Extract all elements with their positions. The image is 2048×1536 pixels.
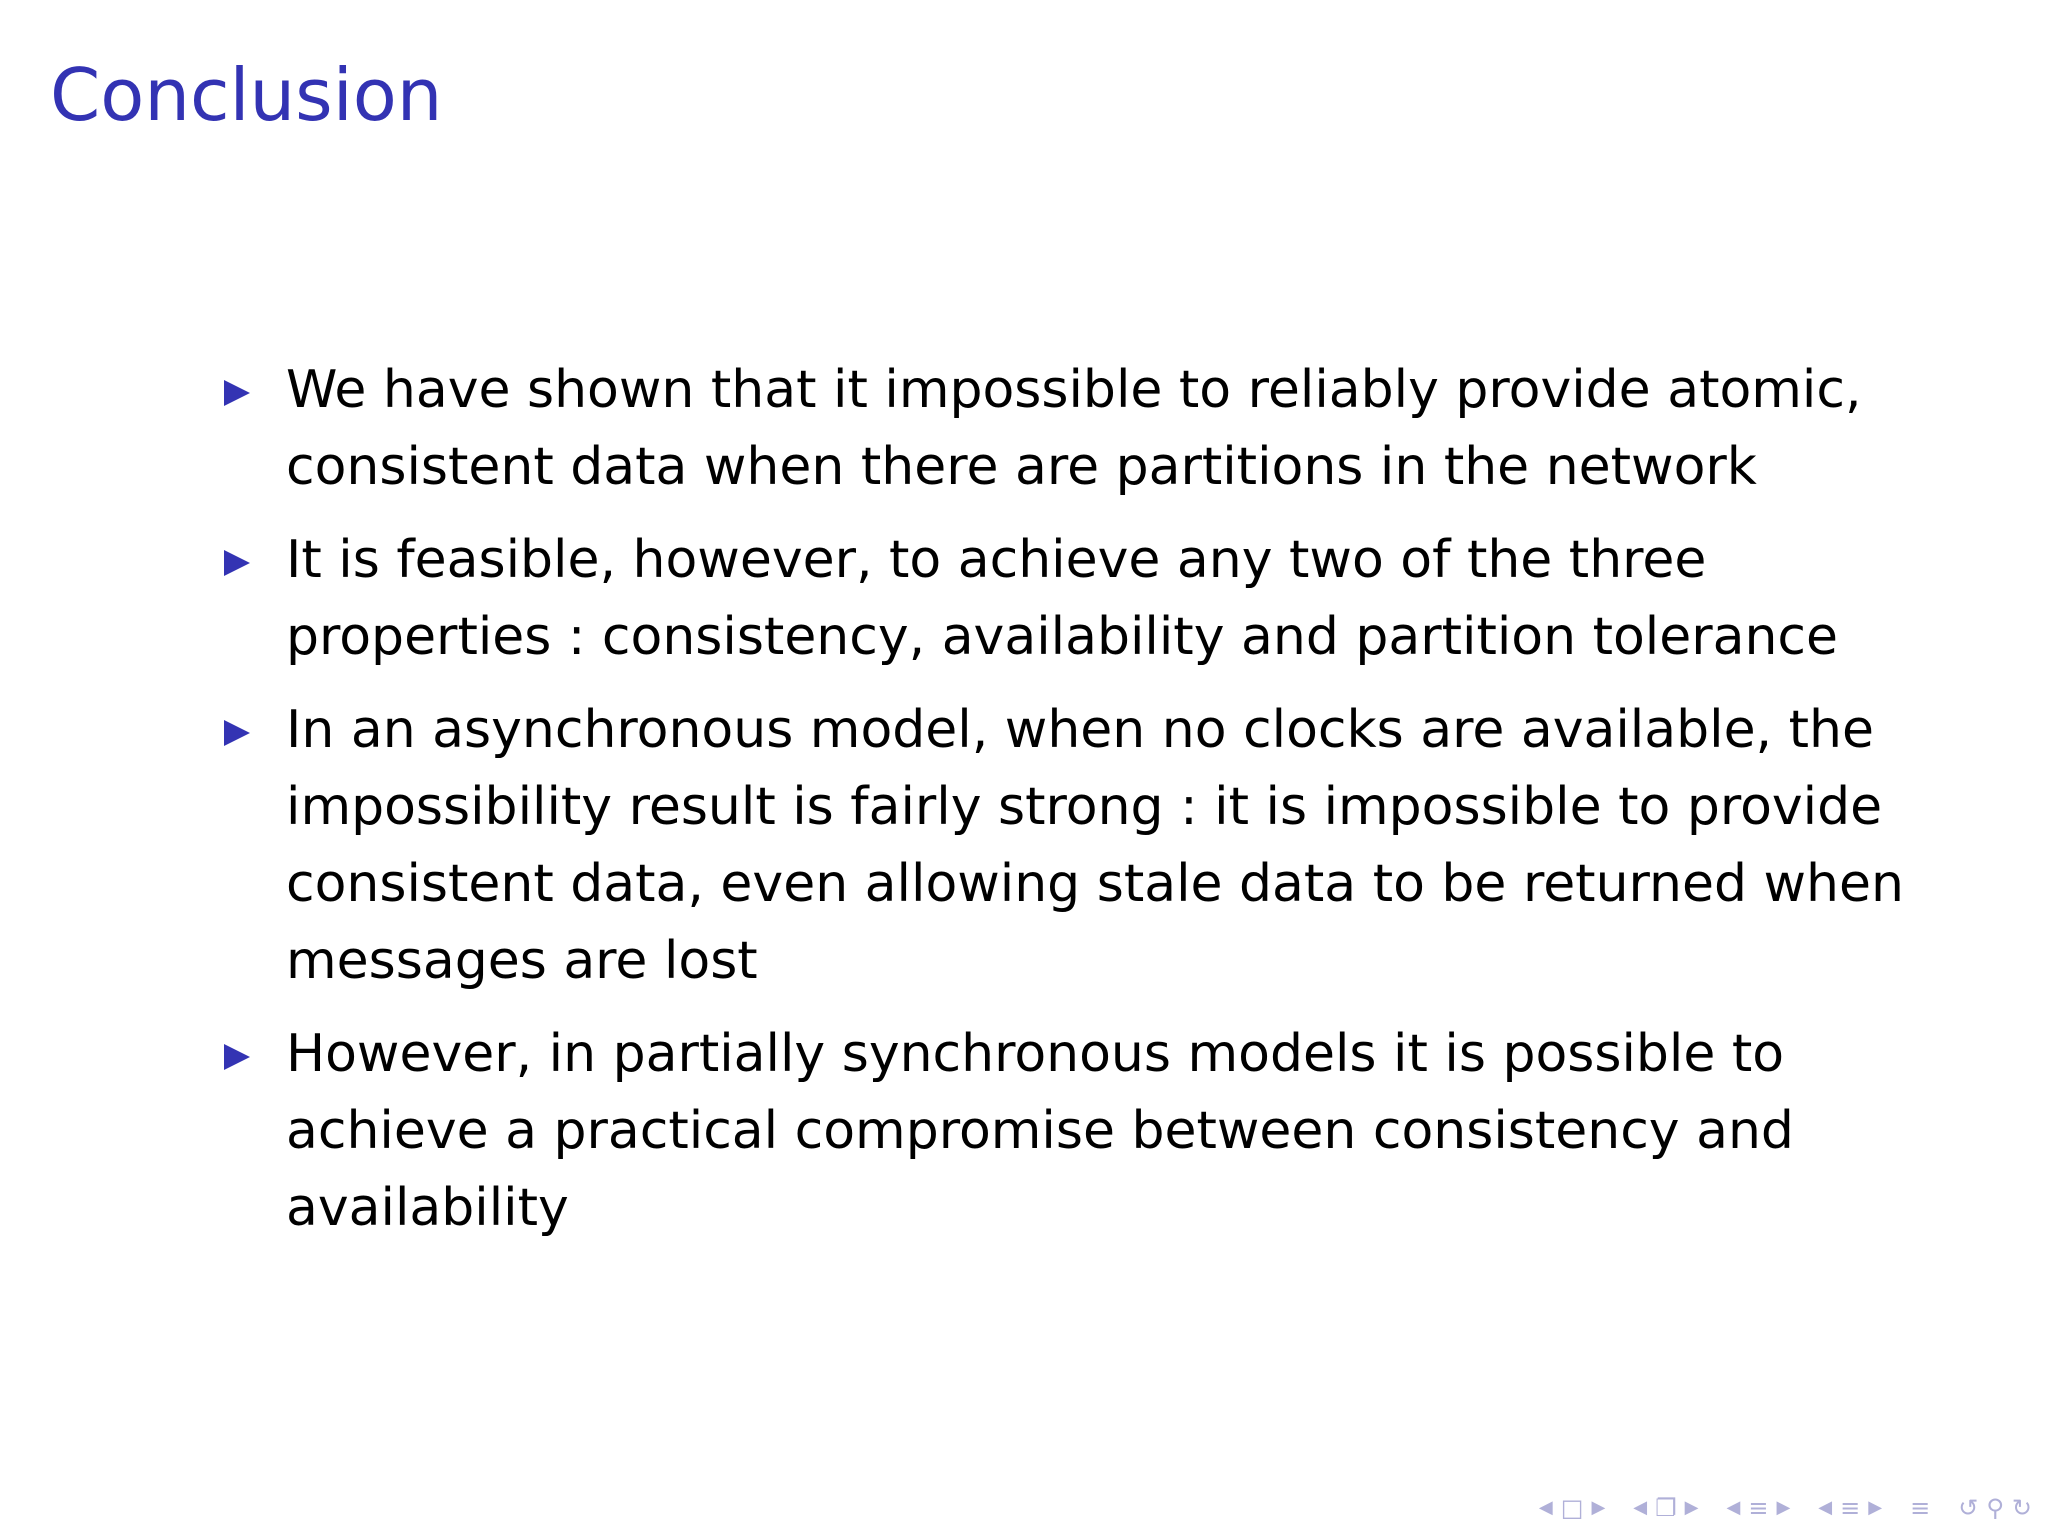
frame-icon[interactable]: □ bbox=[1560, 1494, 1584, 1522]
back-icon[interactable]: ↺ bbox=[1958, 1494, 1979, 1522]
frame-nav-group bbox=[1539, 1496, 1605, 1520]
triangle-bullet-icon bbox=[224, 720, 250, 746]
bullet-text: However, in partially synchronous models it is possible to achieve a practical compromise between consistency and availability bbox=[286, 1024, 1794, 1238]
section-icon[interactable]: ≡ bbox=[1840, 1494, 1861, 1522]
subsection-nav-group bbox=[1727, 1496, 1791, 1520]
bullet-text: In an asynchronous model, when no clocks are available, the impossibility result is fairly strong : it is impossible to provide consistent data, even allowing stale data to be returned when messages are lost bbox=[286, 700, 1904, 991]
nav-right-arrow-icon[interactable]: ▶ bbox=[1684, 1497, 1699, 1518]
search-nav-group bbox=[1958, 1496, 2032, 1520]
bullet-text: We have shown that it impossible to reliably provide atomic, consistent data when there are partitions in the network bbox=[286, 360, 1862, 497]
nav-right-arrow-icon[interactable]: ▶ bbox=[1776, 1497, 1791, 1518]
triangle-bullet-icon bbox=[224, 380, 250, 406]
nav-left-arrow-icon[interactable]: ◀ bbox=[1633, 1497, 1648, 1518]
nav-right-arrow-icon[interactable]: ▶ bbox=[1868, 1497, 1883, 1518]
search-icon[interactable]: ⚲ bbox=[1986, 1494, 2004, 1522]
section-nav-group bbox=[1818, 1496, 1882, 1520]
presentation-icon[interactable]: ≡ bbox=[1910, 1494, 1931, 1522]
beamer-navigation-bar bbox=[1517, 1488, 2032, 1528]
bullet-item bbox=[220, 522, 1920, 676]
triangle-bullet-icon bbox=[224, 550, 250, 576]
frames-stack-icon[interactable]: ❐ bbox=[1655, 1494, 1677, 1522]
bullet-item bbox=[220, 692, 1920, 1000]
bullet-list bbox=[220, 352, 1920, 1263]
bullet-item bbox=[220, 1016, 1920, 1247]
bullet-text: It is feasible, however, to achieve any two of the three properties : consistency, availability and partition tolerance bbox=[286, 530, 1839, 667]
refresh-icon[interactable]: ↻ bbox=[2011, 1494, 2032, 1522]
triangle-bullet-icon bbox=[224, 1044, 250, 1070]
subsection-icon[interactable]: ≡ bbox=[1748, 1494, 1769, 1522]
frames-nav-group bbox=[1633, 1496, 1698, 1520]
nav-left-arrow-icon[interactable]: ◀ bbox=[1818, 1497, 1833, 1518]
slide-title: Conclusion bbox=[50, 53, 443, 137]
nav-left-arrow-icon[interactable]: ◀ bbox=[1538, 1497, 1553, 1518]
presentation-nav-group bbox=[1910, 1496, 1930, 1520]
bullet-item bbox=[220, 352, 1920, 506]
nav-right-arrow-icon[interactable]: ▶ bbox=[1591, 1497, 1606, 1518]
nav-left-arrow-icon[interactable]: ◀ bbox=[1726, 1497, 1741, 1518]
